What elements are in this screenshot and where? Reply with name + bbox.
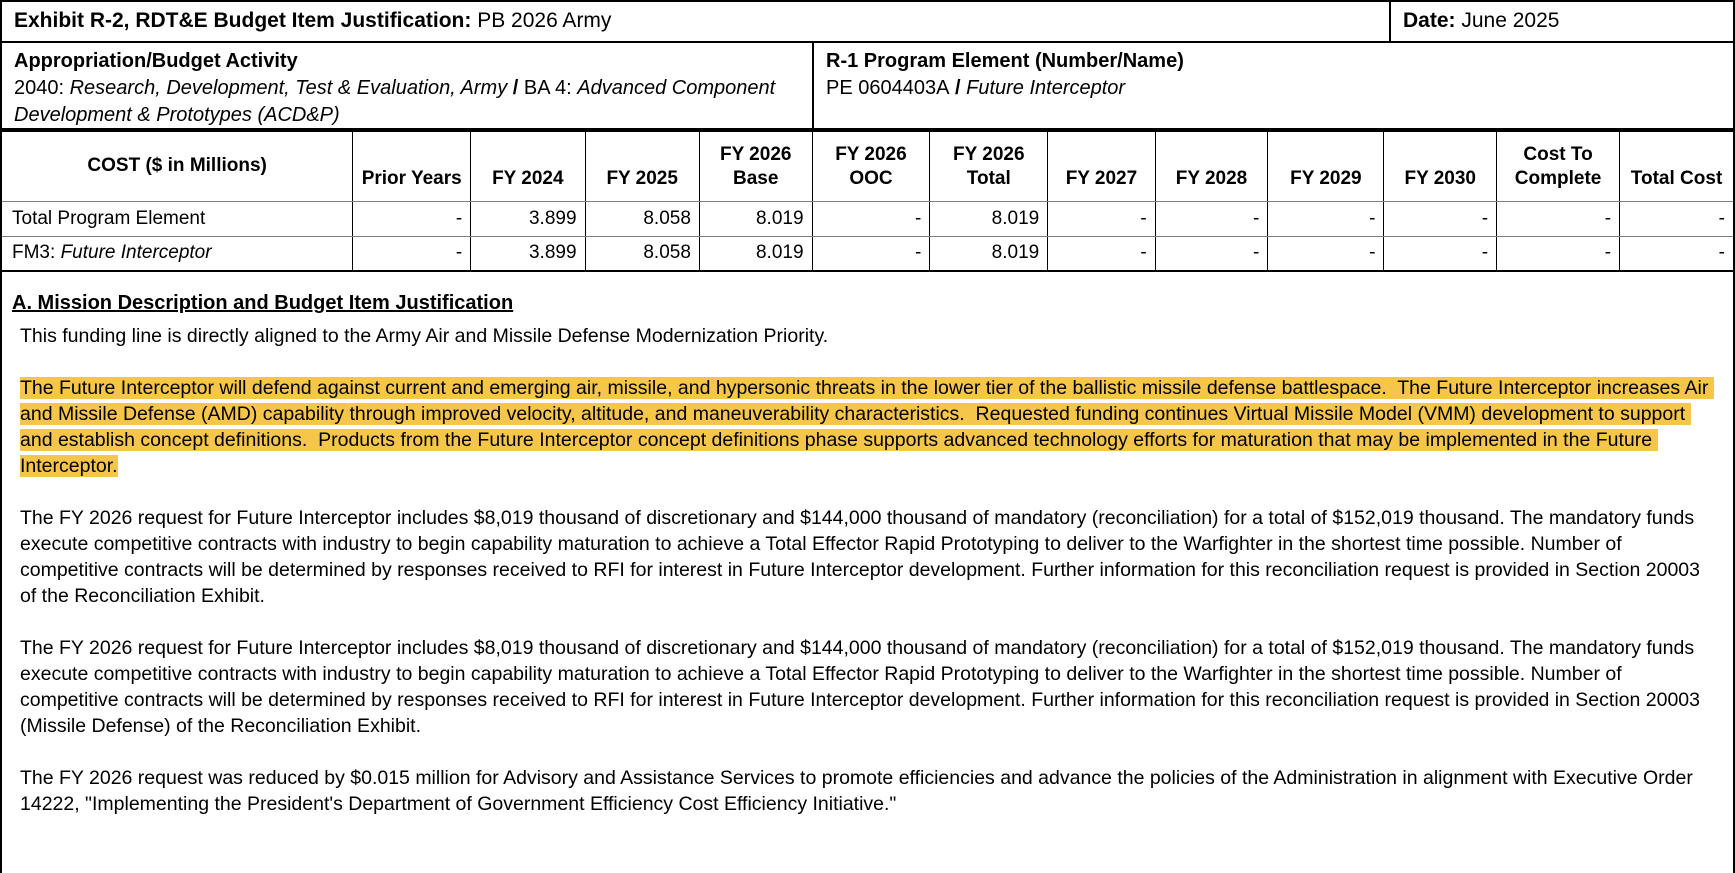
col-header-fy2025: FY 2025: [585, 131, 699, 201]
row-label-prefix: FM3:: [12, 242, 61, 264]
appropriation-cell: [2, 43, 814, 128]
col-header-fy2026-ooc: FY 2026 OOC: [812, 131, 930, 201]
cost-table-header: [1, 131, 1734, 201]
highlighted-text: The Future Interceptor will defend against current and emerging air, missile, and hypersonic threats in the lower tier of the ballistic missile defense battlespace. The Future Interceptor increases Air and Missile Defense (AMD) capability through improved velocity, altitude, and maneuverability characteristics. Requested funding continues Virtual Missile Model (VMM) development to support and establish concept definitions. Products from the Future Interceptor concept definitions phase supports advanced technology efforts for maturation that may be implemented in the Future Interceptor.: [20, 377, 1714, 477]
program-element-cell: [814, 43, 1733, 128]
cell-fy2026-base: 8.019: [699, 201, 812, 236]
appropriation-name: Research, Development, Test & Evaluation, Army: [69, 77, 508, 99]
pe-separator: /: [949, 77, 967, 99]
cell-cost-to-complete: -: [1497, 201, 1620, 236]
cell-fy2029: -: [1268, 236, 1384, 271]
col-header-fy2026-total: FY 2026 Total: [930, 131, 1048, 201]
col-header-fy2028: FY 2028: [1155, 131, 1268, 201]
program-element-heading: R-1 Program Element (Number/Name): [826, 50, 1184, 72]
cell-fy2026-ooc: -: [812, 201, 930, 236]
mission-paragraph-fy2026-request-2: The FY 2026 request for Future Interceptor includes $8,019 thousand of discretionary and $144,000 thousand of mandatory (reconciliation) for a total of $152,019 thousand. The mandatory funds execute competitive contracts with industry to begin capability maturation to achieve a Total Effector Rapid Prototyping to deliver to the Warfighter in the shortest time possible. Number of competitive contracts will be determined by responses received to RFI for interest in Future Interceptor development. Further information for this reconciliation request is provided in Section 20003 (Missile Defense) of the Reconciliation Exhibit.: [20, 637, 1706, 737]
mission-description-section: [0, 272, 1735, 873]
cell-total-cost: -: [1620, 236, 1734, 271]
cell-fy2029: -: [1268, 201, 1384, 236]
row-label-text: Total Program Element: [12, 207, 206, 229]
col-header-total-cost: Total Cost: [1620, 131, 1734, 201]
date-label: Date:: [1403, 9, 1456, 32]
cell-prior-years: -: [353, 236, 471, 271]
title-band: [0, 0, 1735, 43]
table-row-fm3-future-interceptor: [1, 236, 1734, 271]
table-row-total-program-element: [1, 201, 1734, 236]
pe-name: Future Interceptor: [966, 77, 1126, 99]
cell-fy2028: -: [1155, 201, 1268, 236]
cell-fy2024: 3.899: [471, 236, 585, 271]
cell-fy2025: 8.058: [585, 236, 699, 271]
cell-fy2024: 3.899: [471, 201, 585, 236]
col-header-fy2024: FY 2024: [471, 131, 585, 201]
row-label-total-program-element: [1, 201, 353, 236]
cell-fy2030: -: [1384, 236, 1497, 271]
col-header-cost-to-complete: Cost To Complete: [1497, 131, 1620, 201]
mission-paragraph-alignment: This funding line is directly aligned to the Army Air and Missile Defense Modernization Priority.: [20, 325, 829, 347]
cell-total-cost: -: [1620, 201, 1734, 236]
cell-fy2025: 8.058: [585, 201, 699, 236]
col-header-prior-years: Prior Years: [353, 131, 471, 201]
exhibit-title-value: PB 2026 Army: [471, 9, 612, 32]
cell-fy2026-ooc: -: [812, 236, 930, 271]
appropriation-separator: /: [507, 77, 524, 99]
date-value: June 2025: [1455, 9, 1560, 32]
cell-fy2030: -: [1384, 201, 1497, 236]
appropriation-heading: Appropriation/Budget Activity: [14, 50, 298, 72]
mission-paragraph-highlighted: [12, 375, 1713, 479]
cost-table-header-row: [1, 131, 1734, 201]
cell-cost-to-complete: -: [1497, 236, 1620, 271]
cell-fy2027: -: [1048, 201, 1155, 236]
col-header-fy2027: FY 2027: [1048, 131, 1155, 201]
cell-fy2026-base: 8.019: [699, 236, 812, 271]
budget-activity-code: BA 4:: [523, 77, 578, 99]
col-header-fy2030: FY 2030: [1384, 131, 1497, 201]
program-element-line: [826, 75, 1721, 102]
cell-fy2027: -: [1048, 236, 1155, 271]
cell-fy2028: -: [1155, 236, 1268, 271]
appropriation-line: [14, 75, 800, 129]
exhibit-title-label: Exhibit R-2, RDT&E Budget Item Justification:: [14, 9, 472, 32]
pe-number: PE 0604403A: [826, 77, 950, 99]
cell-fy2026-total: 8.019: [930, 201, 1048, 236]
cost-table-corner-label: COST ($ in Millions): [1, 131, 353, 201]
mission-section-heading: A. Mission Description and Budget Item Justification: [12, 292, 514, 314]
exhibit-title-cell: [2, 2, 1391, 41]
mission-paragraph-fy2026-request-1: The FY 2026 request for Future Interceptor includes $8,019 thousand of discretionary and $144,000 thousand of mandatory (reconciliation) for a total of $152,019 thousand. The mandatory funds execute competitive contracts with industry to begin capability maturation to achieve a Total Effector Rapid Prototyping to deliver to the Warfighter in the shortest time possible. Number of competitive contracts will be determined by responses received to RFI for interest in Future Interceptor development. Further information for this reconciliation request is provided in Section 20003 of the Reconciliation Exhibit.: [20, 507, 1706, 607]
mission-paragraph-reduction: The FY 2026 request was reduced by $0.015 million for Advisory and Assistance Services to promote efficiencies and advance the policies of the Administration in alignment with Executive Order 14222, "Implementing the President's Department of Government Efficiency Cost Efficiency Initiative.": [20, 767, 1699, 815]
budget-activity-name: Advanced Component Development & Prototypes (ACD&P): [14, 77, 776, 126]
cell-prior-years: -: [353, 201, 471, 236]
cost-table-body: [1, 201, 1734, 271]
cost-table: [0, 130, 1735, 272]
cell-fy2026-total: 8.019: [930, 236, 1048, 271]
info-band: [0, 43, 1735, 130]
col-header-fy2029: FY 2029: [1268, 131, 1384, 201]
col-header-fy2026-base: FY 2026 Base: [699, 131, 812, 201]
appropriation-code: 2040:: [14, 77, 70, 99]
date-cell: [1391, 2, 1733, 41]
row-label-fm3: [1, 236, 353, 271]
row-label-project-name: Future Interceptor: [60, 242, 212, 264]
